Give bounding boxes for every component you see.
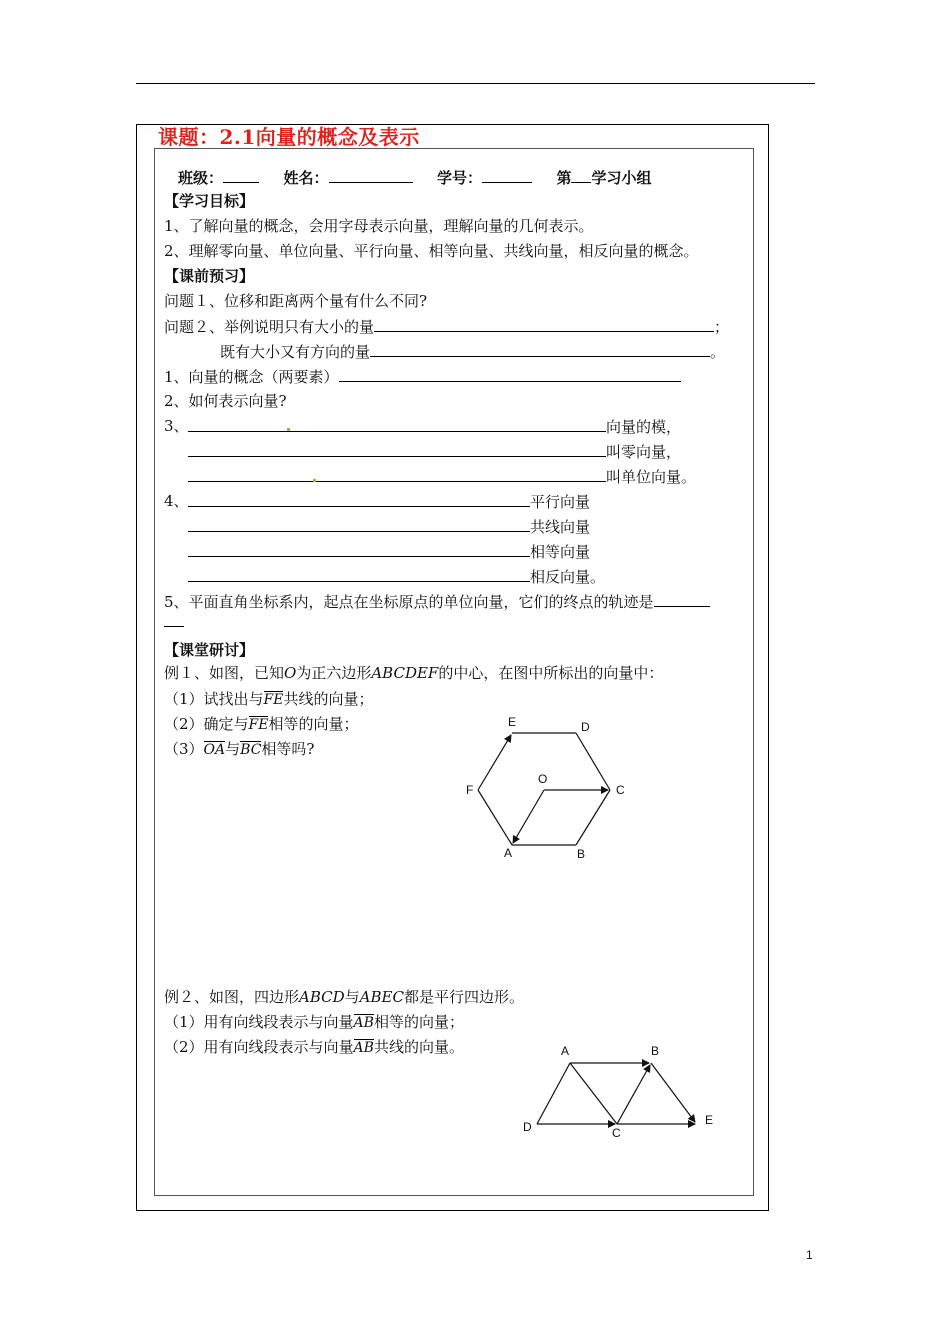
label-c: C [612, 1126, 621, 1140]
p4c-blank[interactable] [188, 542, 530, 557]
example2-intro [164, 988, 524, 1006]
group-prefix: 第 [556, 169, 572, 187]
label-a: A [561, 1044, 570, 1058]
vector-fe: FE [263, 692, 284, 708]
ex1-intro-a: 例１、如图，已知 [164, 664, 285, 682]
page-number: 1 [806, 1248, 813, 1262]
scan-dot [287, 428, 290, 431]
ex2-intro-c: 都是平行四边形。 [403, 988, 524, 1006]
label-o: O [538, 772, 548, 786]
preview-p2: 2、如何表示向量? [164, 392, 287, 410]
p5-blank[interactable] [654, 592, 710, 607]
ex1-q2-b: 相等的向量； [268, 715, 359, 733]
vector-fe-line [478, 735, 511, 790]
p5-blank-cont[interactable] [164, 612, 184, 627]
example2-q1 [164, 1013, 464, 1031]
example1-q2 [164, 715, 359, 733]
vector-cb-line [617, 1065, 650, 1124]
ex2-intro-a: 例２、如图，四边形 [164, 988, 300, 1006]
preview-p4b [188, 517, 590, 536]
ex1-hexagon-name: ABCDEF [371, 664, 439, 682]
class-label: 班级： [178, 169, 224, 187]
preview-q2-end: ； [714, 318, 730, 336]
preview-q2 [164, 317, 729, 336]
label-e: E [508, 715, 517, 729]
vector-bc: BC [240, 742, 262, 758]
p4d-text: 相反向量。 [530, 568, 606, 586]
preview-p3a [188, 417, 681, 436]
edge-cd [576, 733, 610, 790]
p3c-blank[interactable] [188, 467, 606, 482]
label-d: D [523, 1120, 532, 1134]
preview-p1 [164, 367, 681, 386]
label-b: B [577, 847, 586, 861]
ex2-intro-b: 与 [344, 988, 360, 1006]
ex1-q3-b: 与 [225, 740, 241, 758]
goal-2: 2、理解零向量、单位向量、平行向量、相等向量、共线向量，相反向量的概念。 [164, 242, 699, 260]
p3b-text: 叫零向量， [606, 443, 682, 461]
label-e: E [705, 1113, 714, 1127]
ex2-abec: ABEC [359, 988, 404, 1006]
example1-intro [164, 664, 663, 682]
preview-p3c [188, 467, 696, 486]
preview-q2b [220, 342, 725, 361]
preview-p4a [188, 492, 590, 511]
p3b-blank[interactable] [188, 442, 606, 457]
label-a: A [504, 846, 513, 860]
group-blank[interactable] [571, 168, 591, 183]
ex1-q2-a: （2）确定与 [164, 715, 249, 733]
vector-oa-line [513, 790, 544, 843]
example2-q2 [164, 1038, 464, 1056]
ex2-q1-b: 相等的向量； [373, 1013, 464, 1031]
name-blank[interactable] [329, 168, 413, 183]
ex2-q2-a: （2）用有向线段表示与向量 [164, 1038, 354, 1056]
scan-dot [313, 479, 316, 482]
preview-p1-text: 1、向量的概念（两要素） [164, 368, 339, 386]
ex1-intro-b: 为正六边形 [296, 664, 372, 682]
preview-q2b-blank[interactable] [370, 342, 710, 357]
hexagon-diagram [450, 705, 630, 875]
ex1-q1-b: 共线的向量； [283, 690, 374, 708]
edge-ad [537, 1063, 570, 1124]
preview-q2-blank[interactable] [374, 317, 714, 332]
p4a-blank[interactable] [188, 492, 530, 507]
preview-p5 [164, 592, 710, 611]
vector-oa: OA [203, 742, 226, 758]
p4c-text: 相等向量 [530, 543, 591, 561]
goal-1: 1、了解向量的概念，会用字母表示向量，理解向量的几何表示。 [164, 217, 594, 235]
ex2-q1-a: （1）用有向线段表示与向量 [164, 1013, 354, 1031]
p4b-blank[interactable] [188, 517, 530, 532]
example1-q1 [164, 690, 374, 708]
preview-q2b-text: 既有大小又有方向的量 [220, 343, 371, 361]
ex2-q2-b: 共线的向量。 [373, 1038, 464, 1056]
ex2-abcd: ABCD [299, 988, 345, 1006]
ex1-q3-c: 相等吗? [261, 740, 315, 758]
section-classroom: 【课堂研讨】 [164, 641, 255, 659]
example1-q3 [164, 740, 314, 758]
ex1-intro-c: 的中心，在图中所标出的向量中： [438, 664, 664, 682]
preview-p3-num: 3、 [164, 417, 189, 435]
ex1-q3-a: （3） [164, 740, 204, 758]
edge-af [478, 790, 512, 845]
page-title: 课题：2.1向量的概念及表示 [158, 125, 420, 149]
p3c-text: 叫单位向量。 [606, 468, 697, 486]
label-b: B [651, 1044, 660, 1058]
ex1-q1-a: （1）试找出与 [164, 690, 264, 708]
label-d: D [581, 720, 590, 734]
preview-q2-text: 问题２、举例说明只有大小的量 [164, 318, 375, 336]
vector-ab: AB [353, 1015, 374, 1031]
p3a-blank[interactable] [188, 417, 606, 432]
number-blank[interactable] [482, 168, 532, 183]
p3a-text: 向量的模， [606, 418, 682, 436]
preview-p5-cont [164, 612, 184, 631]
label-c: C [616, 783, 625, 797]
label-f: F [466, 783, 474, 797]
preview-p1-blank[interactable] [339, 367, 681, 382]
preview-p4d [188, 567, 605, 586]
edge-bc [576, 790, 610, 845]
preview-p4-num: 4、 [164, 492, 189, 510]
p4a-text: 平行向量 [530, 493, 591, 511]
vector-ab: AB [353, 1040, 374, 1056]
p4b-text: 共线向量 [530, 518, 591, 536]
parallelogram-diagram [515, 1040, 725, 1145]
class-blank[interactable] [223, 168, 259, 183]
preview-p4c [188, 542, 590, 561]
preview-p5-text: 5、平面直角坐标系内，起点在坐标原点的单位向量，它们的终点的轨迹是 [164, 593, 654, 611]
section-goals: 【学习目标】 [164, 192, 255, 210]
preview-q2b-end: 。 [710, 343, 726, 361]
info-line [178, 168, 651, 187]
name-label: 姓名： [283, 169, 329, 187]
group-suffix: 学习小组 [591, 169, 652, 187]
preview-p3b [188, 442, 681, 461]
section-preview: 【课前预习】 [164, 267, 255, 285]
preview-q1: 问题１、位移和距离两个量有什么不同? [164, 292, 428, 310]
header-rule [136, 83, 815, 84]
ex1-center-o: O [284, 664, 297, 682]
edge-ac [570, 1063, 617, 1124]
number-label: 学号： [436, 169, 482, 187]
p4d-blank[interactable] [188, 567, 530, 582]
vector-be-line [651, 1063, 695, 1122]
vector-fe: FE [248, 717, 269, 733]
